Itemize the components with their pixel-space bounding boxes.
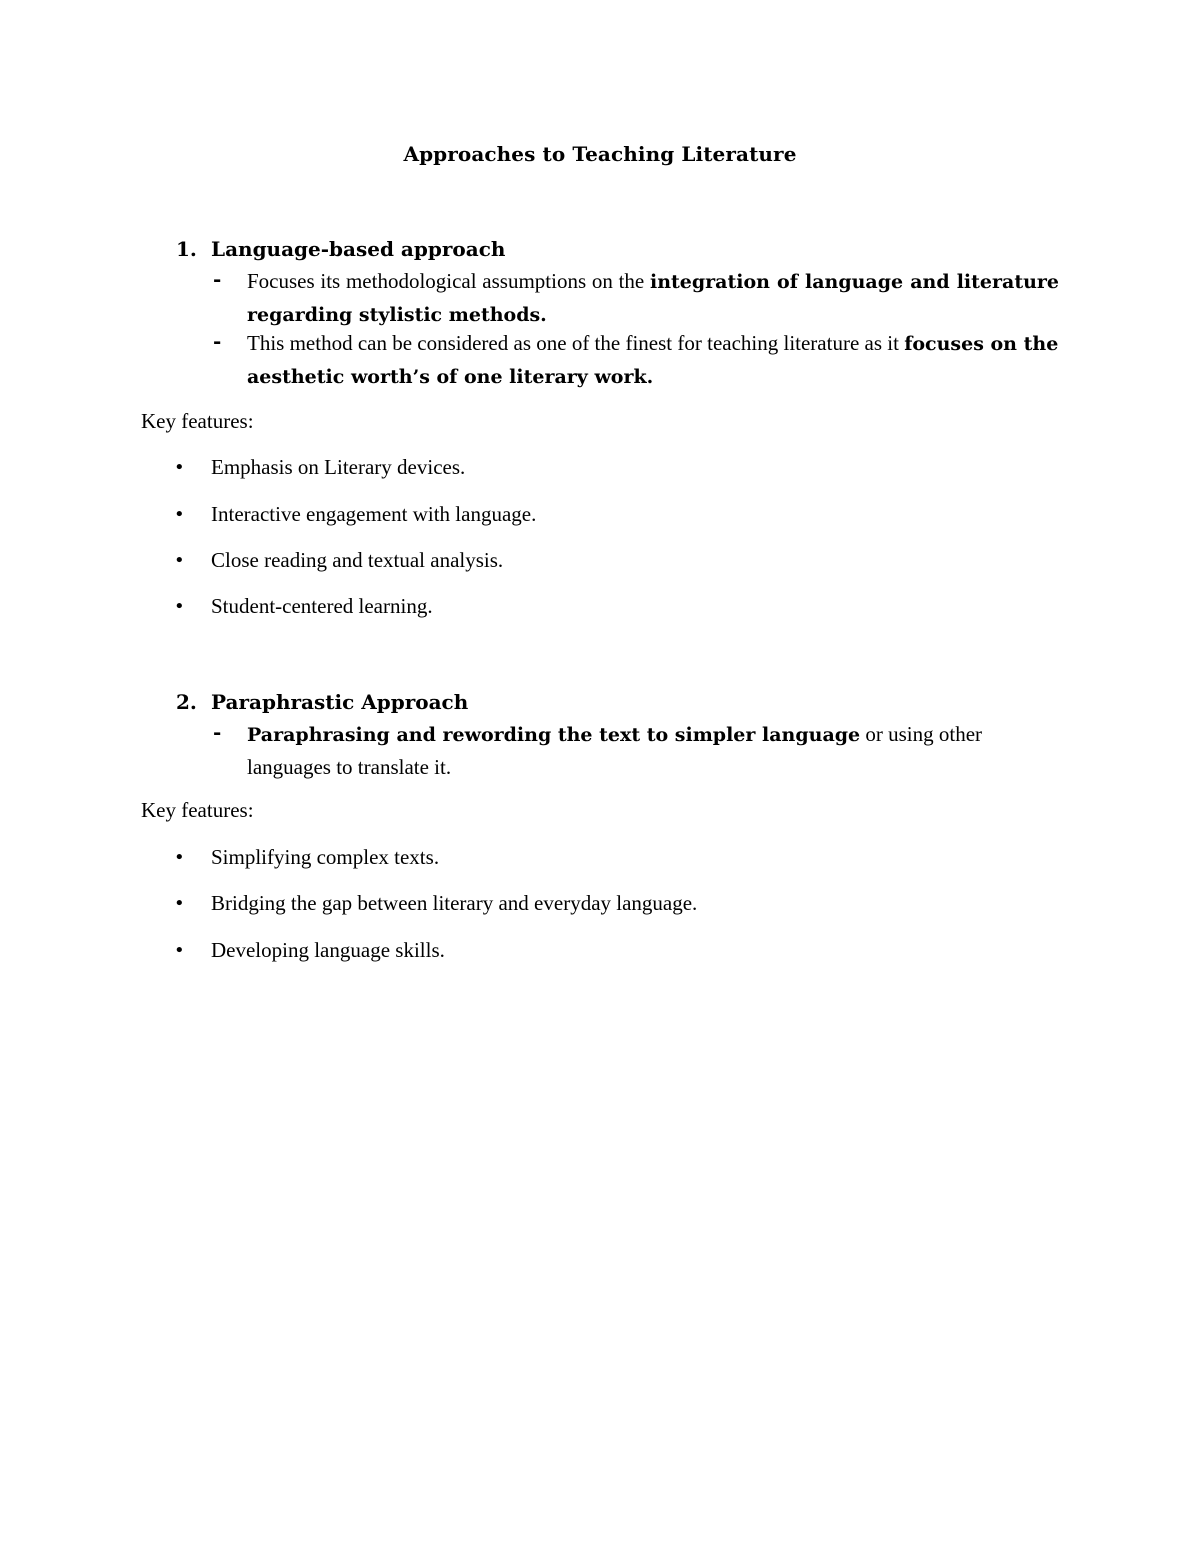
section-1-feature-2: Interactive engagement with language. — [211, 502, 537, 526]
section-1-feature-4: Student-centered learning. — [211, 594, 433, 618]
section-1-point-2-dash: - — [213, 329, 222, 353]
section-1-point-1-bold: integration of language and literature regarding stylistic methods. — [247, 271, 1060, 326]
section-2-point-1 — [247, 718, 1065, 783]
section-1-feature-1: Emphasis on Literary devices. — [211, 455, 466, 479]
bullet-icon: • — [174, 596, 185, 617]
section-2-feature-1: Simplifying complex texts. — [211, 845, 440, 869]
section-1-point-2-bold: focuses on the aesthetic worth’s of one literary work. — [247, 333, 1059, 388]
bullet-icon: • — [174, 550, 185, 571]
section-2-point-1-text: or using other languages to translate it. — [247, 722, 983, 779]
section-1-point-1-text: Focuses its methodological assumptions on the — [247, 269, 650, 293]
section-1-heading: Language-based approach — [211, 237, 506, 261]
bullet-icon: • — [174, 893, 185, 914]
section-2-point-1-dash: - — [213, 720, 222, 744]
section-1-number: 1. — [176, 237, 197, 261]
section-2-heading: Paraphrastic Approach — [211, 690, 469, 714]
section-2-feature-3: Developing language skills. — [211, 938, 445, 962]
section-1-point-1 — [247, 265, 1059, 331]
bullet-icon: • — [174, 457, 185, 478]
document-title: Approaches to Teaching Literature — [403, 142, 797, 166]
section-2-number: 2. — [176, 690, 197, 714]
bullet-icon: • — [174, 940, 185, 961]
section-1-point-2 — [247, 327, 1065, 393]
section-1-point-2-text: This method can be considered as one of the finest for teaching literature as it — [247, 331, 905, 355]
section-1-feature-3: Close reading and textual analysis. — [211, 548, 504, 572]
section-1-key-features-label: Key features: — [141, 409, 254, 433]
section-2-feature-2: Bridging the gap between literary and everyday language. — [211, 891, 698, 915]
bullet-icon: • — [174, 847, 185, 868]
section-2-key-features-label: Key features: — [141, 798, 254, 822]
section-2-point-1-bold: Paraphrasing and rewording the text to simpler language — [247, 724, 861, 746]
bullet-icon: • — [174, 504, 185, 525]
section-1-point-1-dash: - — [213, 267, 222, 291]
